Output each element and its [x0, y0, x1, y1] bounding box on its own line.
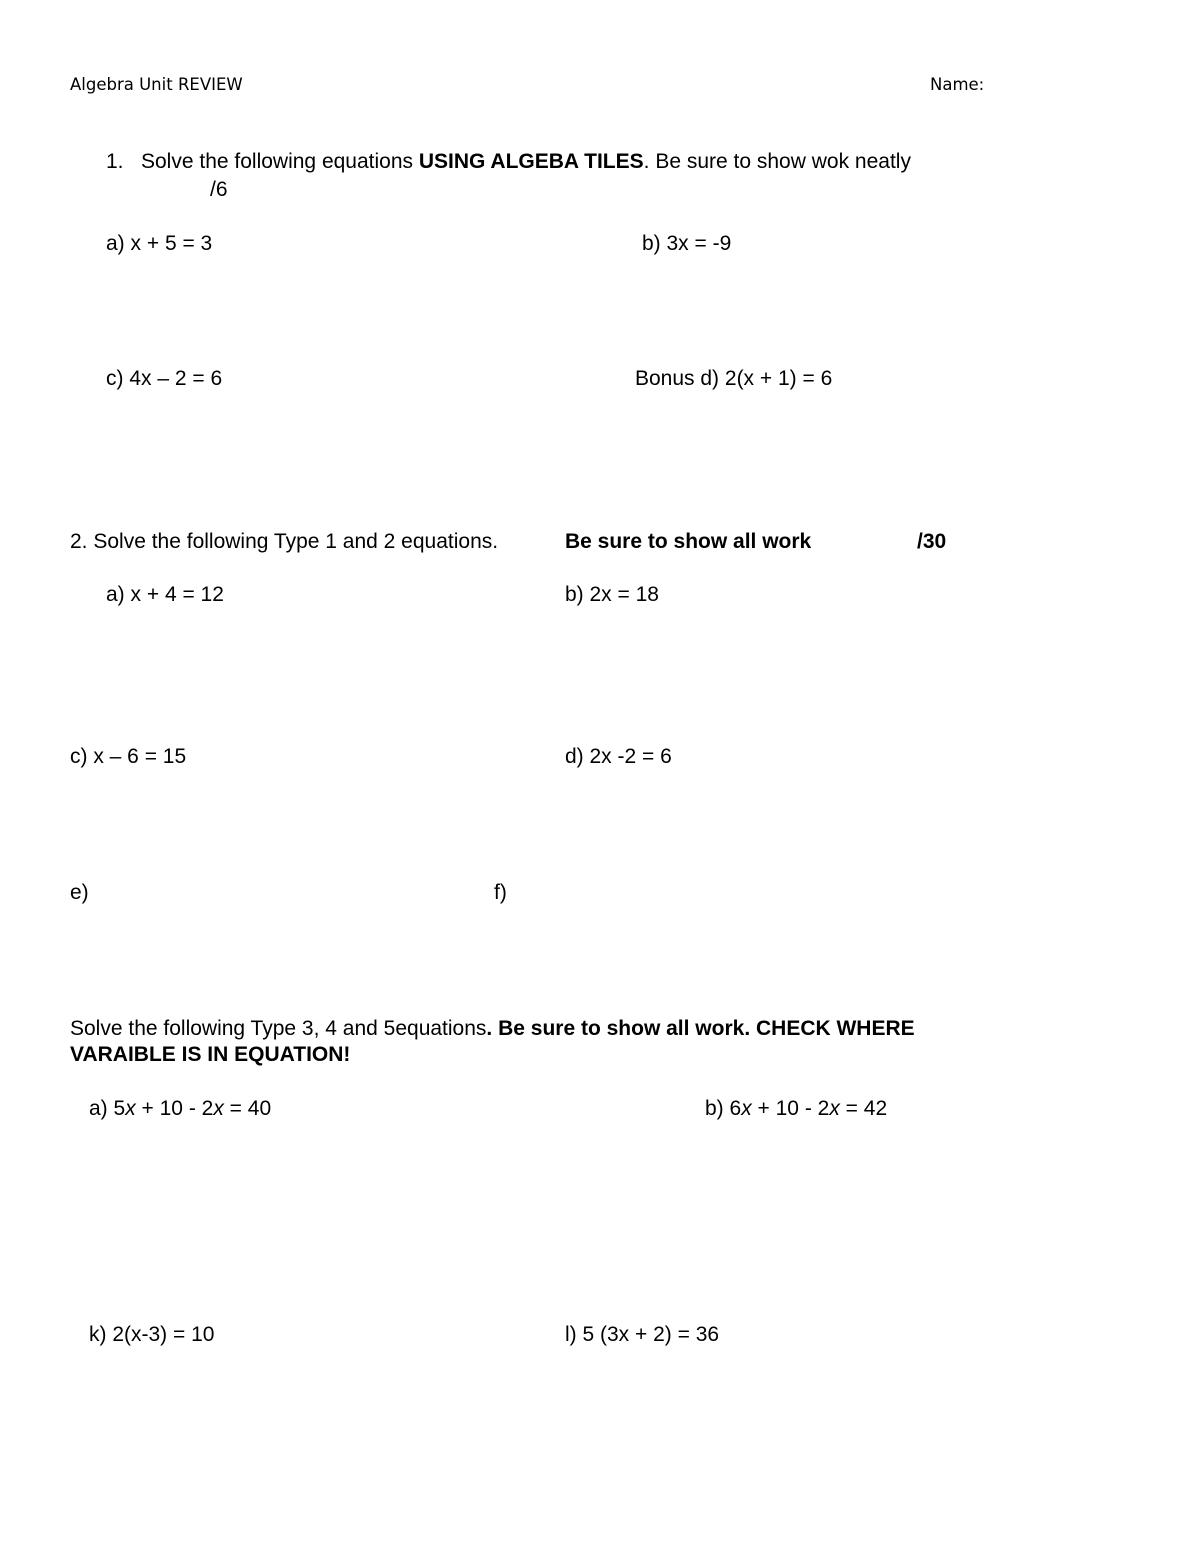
q2-item-e: e): [70, 881, 89, 904]
q3-instruction: Solve the following Type 3, 4 and 5equations. Be sure to show all work. CHECK WHERE: [70, 1017, 915, 1040]
q2-item-c: c) x – 6 = 15: [70, 745, 187, 768]
worksheet-title: Algebra Unit REVIEW: [70, 75, 243, 94]
q1-item-bonus-d: Bonus d) 2(x + 1) = 6: [635, 367, 833, 390]
q3-item-k: k) 2(x-3) = 10: [89, 1323, 215, 1346]
q2-item-a: a) x + 4 = 12: [106, 583, 224, 606]
q2-item-f: f): [494, 881, 507, 904]
q1-item-b: b) 3x = -9: [642, 232, 732, 255]
q1-number: 1.: [106, 150, 124, 173]
q3-item-l: l) 5 (3x + 2) = 36: [565, 1323, 720, 1346]
q3-item-b: b) 6x + 10 - 2x = 42: [705, 1097, 888, 1120]
q1-item-a: a) x + 5 = 3: [106, 232, 213, 255]
q1-marks: /6: [210, 178, 228, 201]
q2-instruction-bold: Be sure to show all work: [565, 530, 812, 553]
q2-marks: /30: [917, 530, 947, 553]
q1-item-c: c) 4x – 2 = 6: [106, 367, 223, 390]
q2-item-b: b) 2x = 18: [565, 583, 659, 606]
name-label: Name:: [930, 75, 985, 94]
q3-instruction-line2: VARAIBLE IS IN EQUATION!: [70, 1043, 351, 1066]
q3-item-a: a) 5x + 10 - 2x = 40: [89, 1097, 272, 1120]
q2-item-d: d) 2x -2 = 6: [565, 745, 672, 768]
q1-instruction: Solve the following equations USING ALGEBA TILES. Be sure to show wok neatly: [141, 150, 911, 173]
q2-instruction: 2. Solve the following Type 1 and 2 equations.: [70, 530, 499, 553]
